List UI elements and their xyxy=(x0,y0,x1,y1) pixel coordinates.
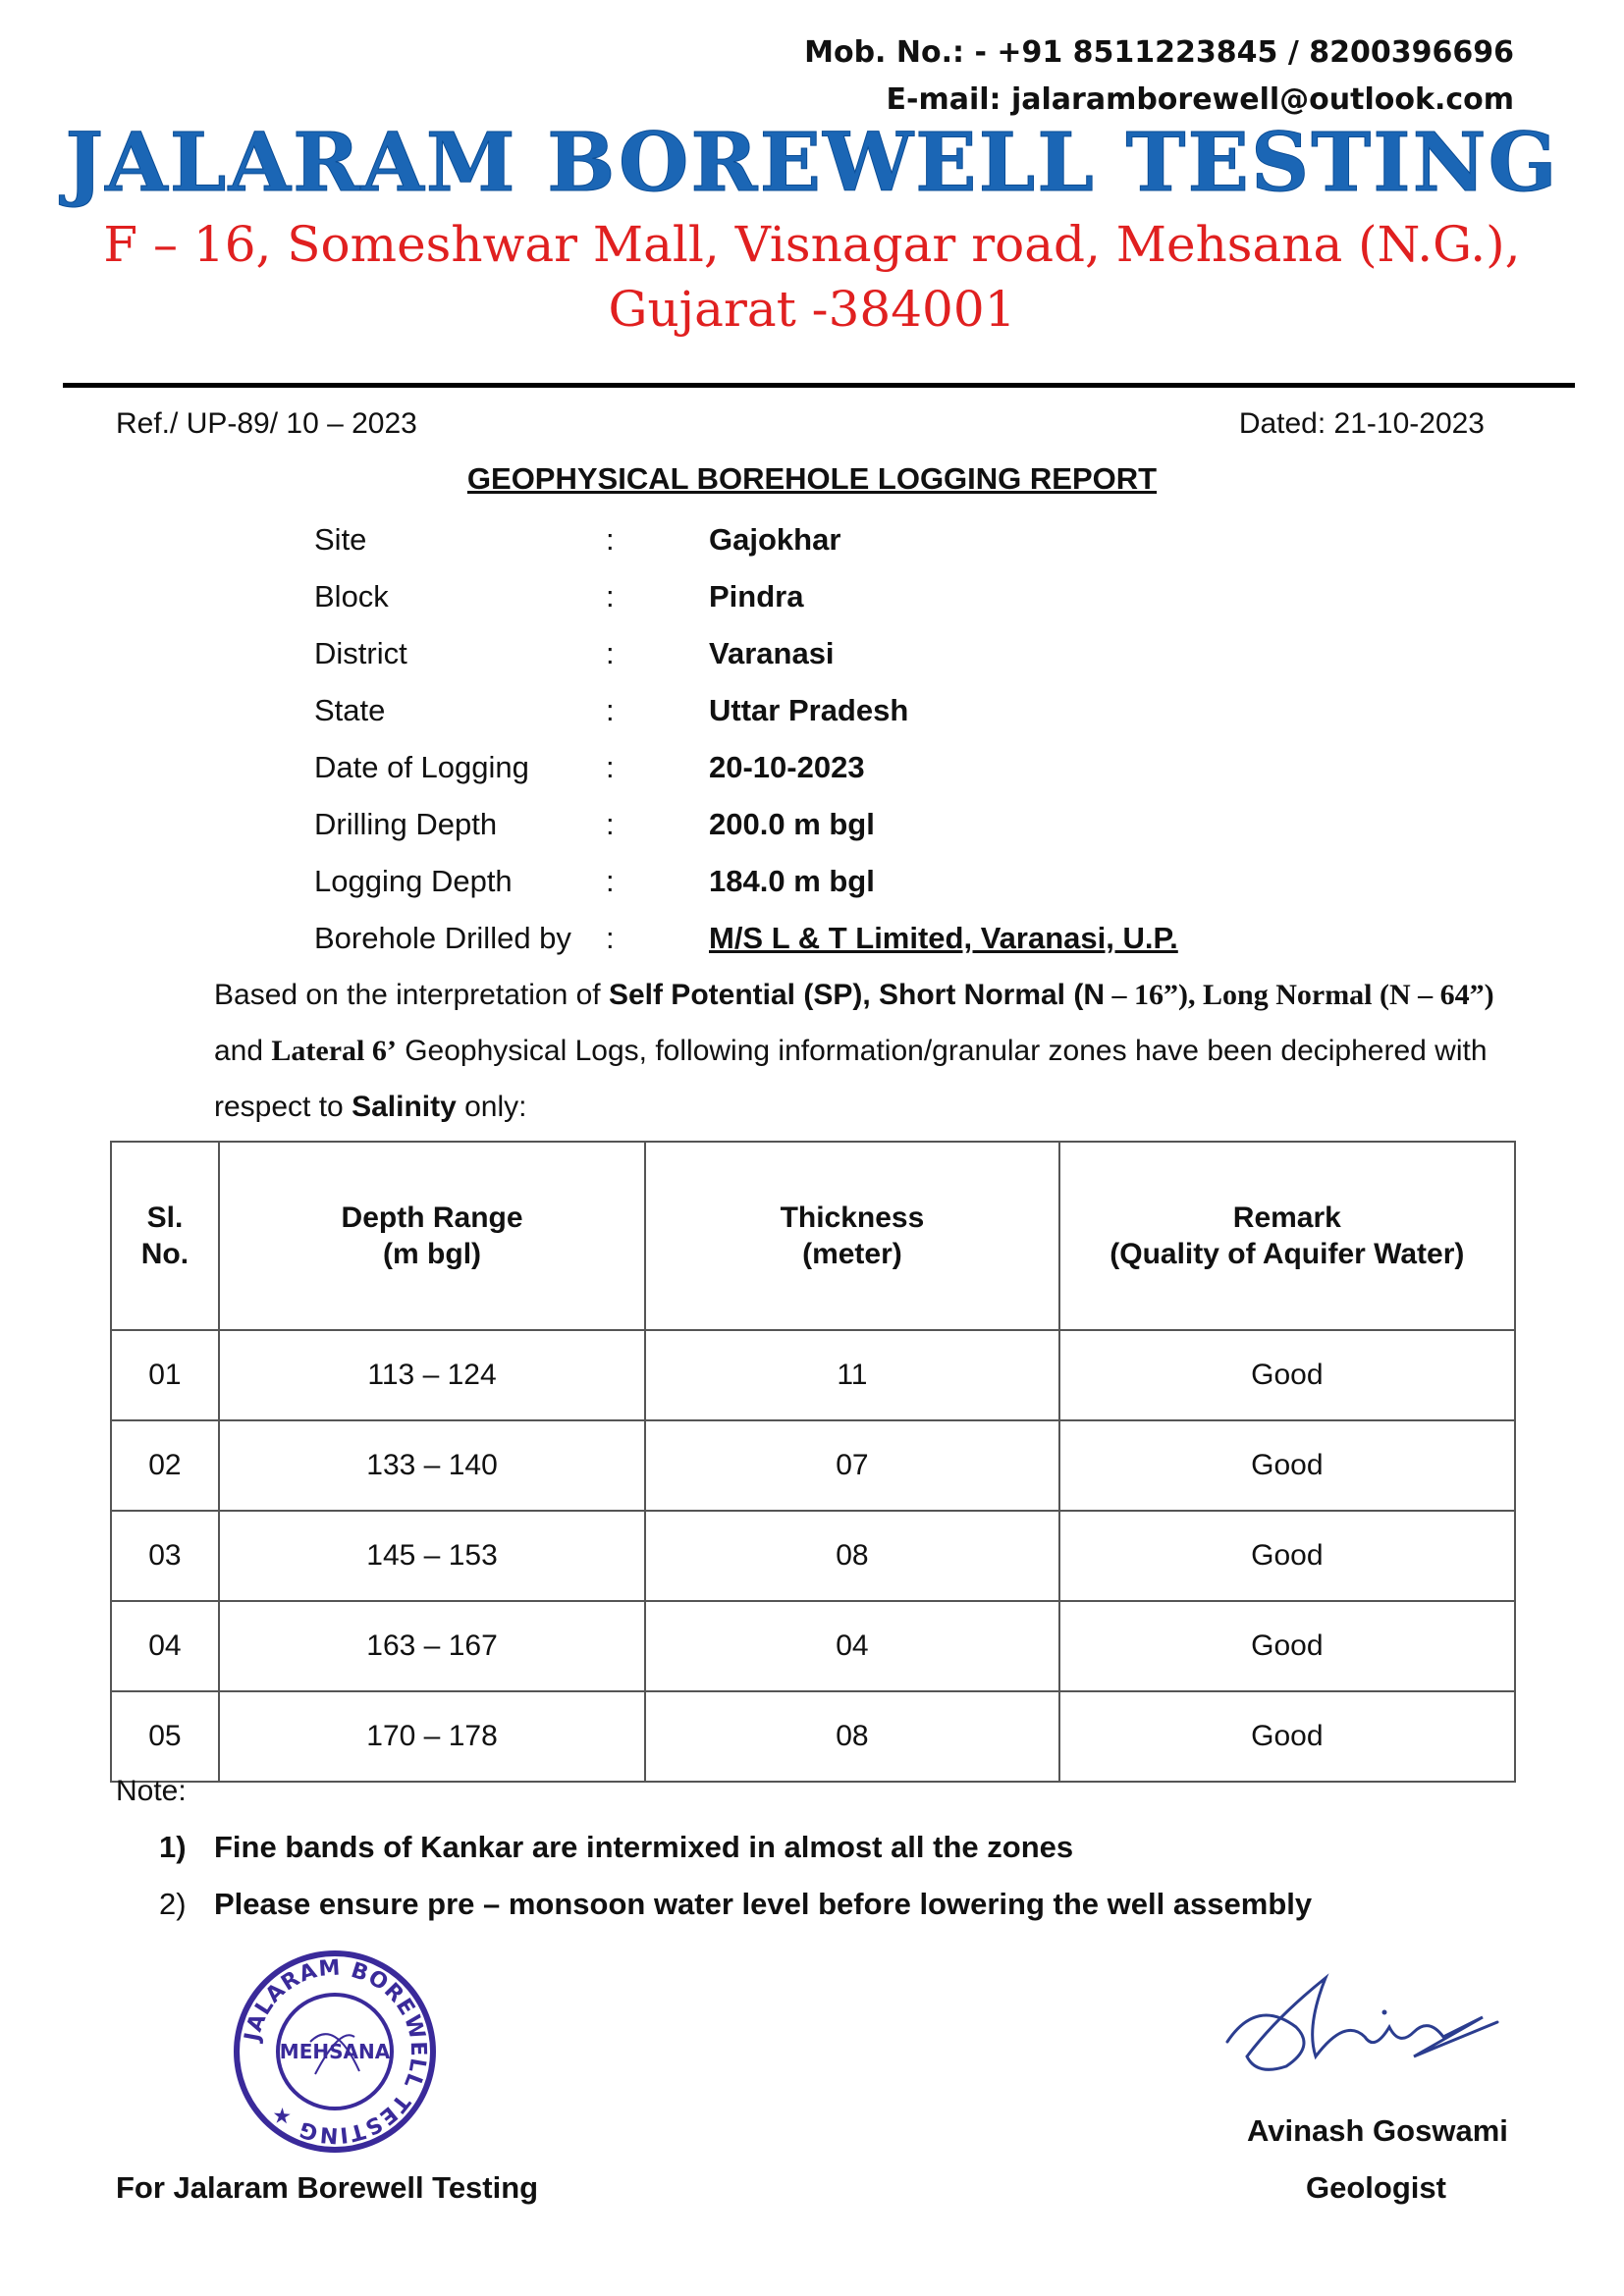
table-header-row xyxy=(111,1142,1515,1330)
table-row xyxy=(111,1601,1515,1691)
note-number: 2) xyxy=(159,1887,187,1921)
cell-depth-range: 163 – 167 xyxy=(219,1601,645,1691)
info-value: M/S L & T Limited, Varanasi, U.P. xyxy=(709,921,1178,955)
cell-depth-range: 170 – 178 xyxy=(219,1691,645,1782)
contact-block xyxy=(804,29,1514,124)
intro-text: Geophysical Logs, following information/granular zones have been deciphered with respect to xyxy=(214,1035,1488,1123)
cell-depth-range: 145 – 153 xyxy=(219,1511,645,1601)
cell-remark: Good xyxy=(1059,1330,1515,1420)
info-value: 20-10-2023 xyxy=(709,750,865,784)
table-row xyxy=(111,1691,1515,1782)
cell-remark: Good xyxy=(1059,1601,1515,1691)
cell-depth-range: 133 – 140 xyxy=(219,1420,645,1511)
table-row xyxy=(111,1511,1515,1601)
company-seal-stamp xyxy=(232,1949,438,2155)
table-row xyxy=(111,1330,1515,1420)
note-item xyxy=(159,1830,1073,1865)
intro-logs-lateral: Lateral 6’ xyxy=(271,1035,397,1067)
cell-sl-no: 02 xyxy=(111,1420,219,1511)
info-value: Gajokhar xyxy=(709,522,841,557)
report-date: Dated: 21-10-2023 xyxy=(1238,407,1485,440)
cell-sl-no: 01 xyxy=(111,1330,219,1420)
info-colon: : xyxy=(606,693,615,727)
intro-logs-sp: Self Potential (SP), Short Normal (N xyxy=(608,979,1106,1011)
intro-salinity: Salinity xyxy=(352,1091,457,1123)
company-address xyxy=(0,212,1624,342)
address-line-2: Gujarat -384001 xyxy=(608,281,1016,338)
cell-thickness: 07 xyxy=(645,1420,1058,1511)
cell-sl-no: 04 xyxy=(111,1601,219,1691)
info-colon: : xyxy=(606,807,615,841)
info-colon: : xyxy=(606,864,615,898)
info-label: Logging Depth xyxy=(314,864,513,898)
email-address: E-mail: jalaramborewell@outlook.com xyxy=(886,82,1514,117)
header-divider xyxy=(63,383,1575,388)
info-value: 184.0 m bgl xyxy=(709,864,875,898)
info-value: Pindra xyxy=(709,579,804,614)
interpretation-paragraph xyxy=(214,967,1516,1135)
header-remark: Remark (Quality of Aquifer Water) xyxy=(1059,1142,1515,1330)
info-label: Site xyxy=(314,522,367,557)
info-colon: : xyxy=(606,579,615,614)
signer-title: Geologist xyxy=(1306,2170,1446,2205)
report-title: GEOPHYSICAL BOREHOLE LOGGING REPORT xyxy=(466,461,1158,496)
note-item xyxy=(159,1887,1312,1922)
cell-depth-range: 113 – 124 xyxy=(219,1330,645,1420)
info-colon: : xyxy=(606,522,615,557)
header-depth-range: Depth Range (m bgl) xyxy=(219,1142,645,1330)
info-label: State xyxy=(314,693,386,727)
info-label: Drilling Depth xyxy=(314,807,498,841)
cell-thickness: 08 xyxy=(645,1691,1058,1782)
for-company-label: For Jalaram Borewell Testing xyxy=(116,2170,539,2205)
intro-text: Based on the interpretation of xyxy=(214,979,609,1011)
intro-text: only: xyxy=(456,1091,527,1123)
info-label: Block xyxy=(314,579,389,614)
info-colon: : xyxy=(606,921,615,955)
mobile-number: Mob. No.: - +91 8511223845 / 8200396696 xyxy=(804,35,1514,70)
header-thickness: Thickness (meter) xyxy=(645,1142,1058,1330)
note-number: 1) xyxy=(159,1830,187,1864)
cell-sl-no: 03 xyxy=(111,1511,219,1601)
info-colon: : xyxy=(606,750,615,784)
info-label: District xyxy=(314,636,407,670)
note-text: Fine bands of Kankar are intermixed in almost all the zones xyxy=(214,1830,1074,1864)
cell-remark: Good xyxy=(1059,1691,1515,1782)
info-value: Varanasi xyxy=(709,636,835,670)
info-label: Date of Logging xyxy=(314,750,529,784)
header-sl-no: Sl. No. xyxy=(111,1142,219,1330)
info-colon: : xyxy=(606,636,615,670)
cell-sl-no: 05 xyxy=(111,1691,219,1782)
signer-name: Avinash Goswami xyxy=(1247,2113,1508,2148)
info-value: Uttar Pradesh xyxy=(709,693,909,727)
info-label: Borehole Drilled by xyxy=(314,921,571,955)
cell-thickness: 08 xyxy=(645,1511,1058,1601)
svg-text:MEHSANA: MEHSANA xyxy=(279,2040,391,2063)
company-name: JALARAM BOREWELL TESTING xyxy=(65,116,1559,210)
svg-text:JALARAM BOREWELL TESTING ★: JALARAM BOREWELL TESTING ★ xyxy=(240,1955,431,2148)
cell-thickness: 04 xyxy=(645,1601,1058,1691)
granular-zones-table xyxy=(110,1141,1516,1783)
reference-number: Ref./ UP-89/ 10 – 2023 xyxy=(116,407,417,440)
cell-remark: Good xyxy=(1059,1511,1515,1601)
geologist-signature xyxy=(1218,1958,1502,2086)
info-value: 200.0 m bgl xyxy=(709,807,875,841)
intro-logs-sp-spacing: – 16”), xyxy=(1105,979,1204,1011)
table-row xyxy=(111,1420,1515,1511)
cell-remark: Good xyxy=(1059,1420,1515,1511)
intro-logs-long-normal: Long Normal (N – 64”) xyxy=(1203,979,1494,1011)
note-text: Please ensure pre – monsoon water level before lowering the well assembly xyxy=(214,1887,1313,1921)
cell-thickness: 11 xyxy=(645,1330,1058,1420)
note-label: Note: xyxy=(116,1775,187,1807)
address-line-1: F – 16, Someshwar Mall, Visnagar road, Mehsana (N.G.), xyxy=(103,216,1521,273)
intro-text: and xyxy=(214,1035,272,1067)
